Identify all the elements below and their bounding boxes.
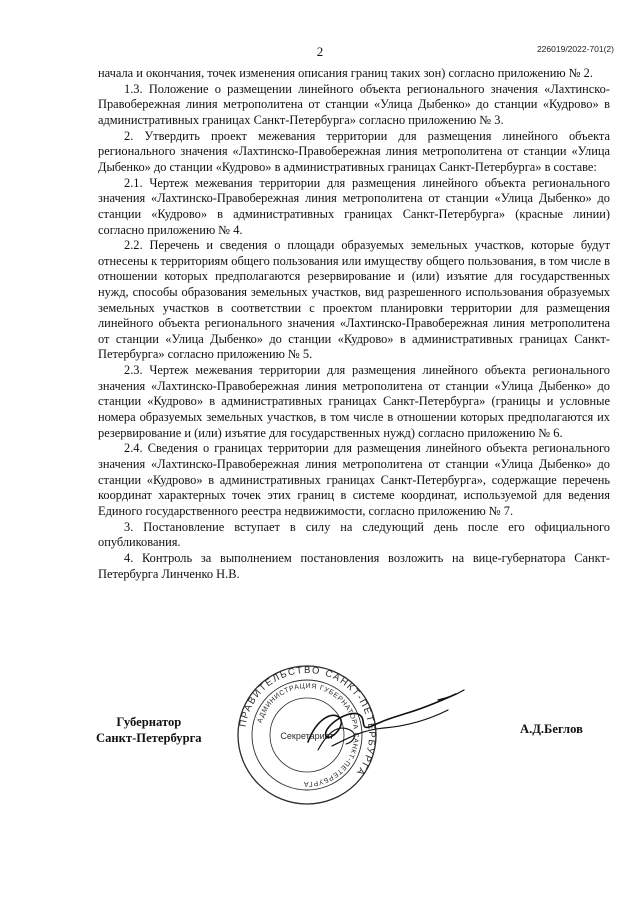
paragraph-2-3: 2.3. Чертеж межевания территории для размещения линейного объекта регионального значения «Лахтинско-Правобережная линия метрополитена от станции «Улица Дыбенко» до станции «Кудрово» в административных границах Санкт-Петербурга» (границы и условные номера образуемых земельных участков, в том числе в отношении которых предполагаются их резервирование и (или) изъятие для государственных нужд) согласно приложению № 6. xyxy=(98,363,610,440)
page-number: 2 xyxy=(316,44,324,59)
signatory-title xyxy=(96,714,202,746)
document-code: 226019/2022-701(2) xyxy=(536,44,614,54)
signatory-title-line1: Губернатор xyxy=(116,715,182,729)
paragraph-2-2: 2.2. Перечень и сведения о площади образуемых земельных участков, которые будут отнесены к территориям общего пользования или имуществу общего пользования, в том числе в отношении которых предполагаются резервирование и (или) изъятие для государственных нужд, способы образования земельных участков, вид разрешенного использования образуемых земельных участков в соответствии с проектом планировки территории для размещения линейного объекта регионального значения «Лахтинско-Правобережная линия метрополитена от станции «Улица Дыбенко» до станции «Кудрово» в административных границах Санкт-Петербурга» согласно приложению № 5. xyxy=(98,238,610,362)
signatory-name: А.Д.Беглов xyxy=(520,722,583,736)
seal-outer-text: ПРАВИТЕЛЬСТВО САНКТ-ПЕТЕРБУРГА xyxy=(237,664,378,779)
paragraph-2: 2. Утвердить проект межевания территории для размещения линейного объекта регионального значения «Лахтинско-Правобережная линия метрополитена от станции «Улица Дыбенко» до станции «Кудрово» в административных границах Санкт-Петербурга» в составе: xyxy=(98,128,610,174)
paragraph-3: 3. Постановление вступает в силу на следующий день после его официального опубликования. xyxy=(98,519,610,550)
handwritten-signature xyxy=(288,680,478,760)
paragraph-4: 4. Контроль за выполнением постановления возложить на вице-губернатора Санкт-Петербурга Линченко Н.В. xyxy=(98,550,610,581)
paragraph-2-1: 2.1. Чертеж межевания территории для размещения линейного объекта регионального значения «Лахтинско-Правобережная линия метрополитена от станции «Улица Дыбенко» до станции «Кудрово» в административных границах Санкт-Петербурга» (красные линии) согласно приложению № 4. xyxy=(98,175,610,237)
seal-inner-text: АДМИНИСТРАЦИЯ ГУБЕРНАТОРА САНКТ-ПЕТЕРБУРГА xyxy=(256,682,360,788)
paragraph-continuation: начала и окончания, точек изменения описания границ таких зон) согласно приложению № 2. xyxy=(98,66,593,80)
document-body xyxy=(98,66,610,582)
paragraph-2-4: 2.4. Сведения о границах территории для размещения линейного объекта регионального значения «Лахтинско-Правобережная линия метрополитена от станции «Улица Дыбенко» до станции «Кудрово» в административных границах Санкт-Петербурга», содержащие перечень координат характерных точек этих границ в системе координат, используемой для ведения Единого государственного реестра недвижимости, согласно приложению № 7. xyxy=(98,441,610,518)
seal-center-text: Секретариат xyxy=(280,731,334,741)
signatory-title-line2: Санкт-Петербурга xyxy=(96,731,202,745)
paragraph-1-3: 1.3. Положение о размещении линейного объекта регионального значения «Лахтинско-Правобережная линия метрополитена от станции «Улица Дыбенко» до станции «Кудрово» в административных границах Санкт-Петербурга» согласно приложению № 3. xyxy=(98,81,610,127)
